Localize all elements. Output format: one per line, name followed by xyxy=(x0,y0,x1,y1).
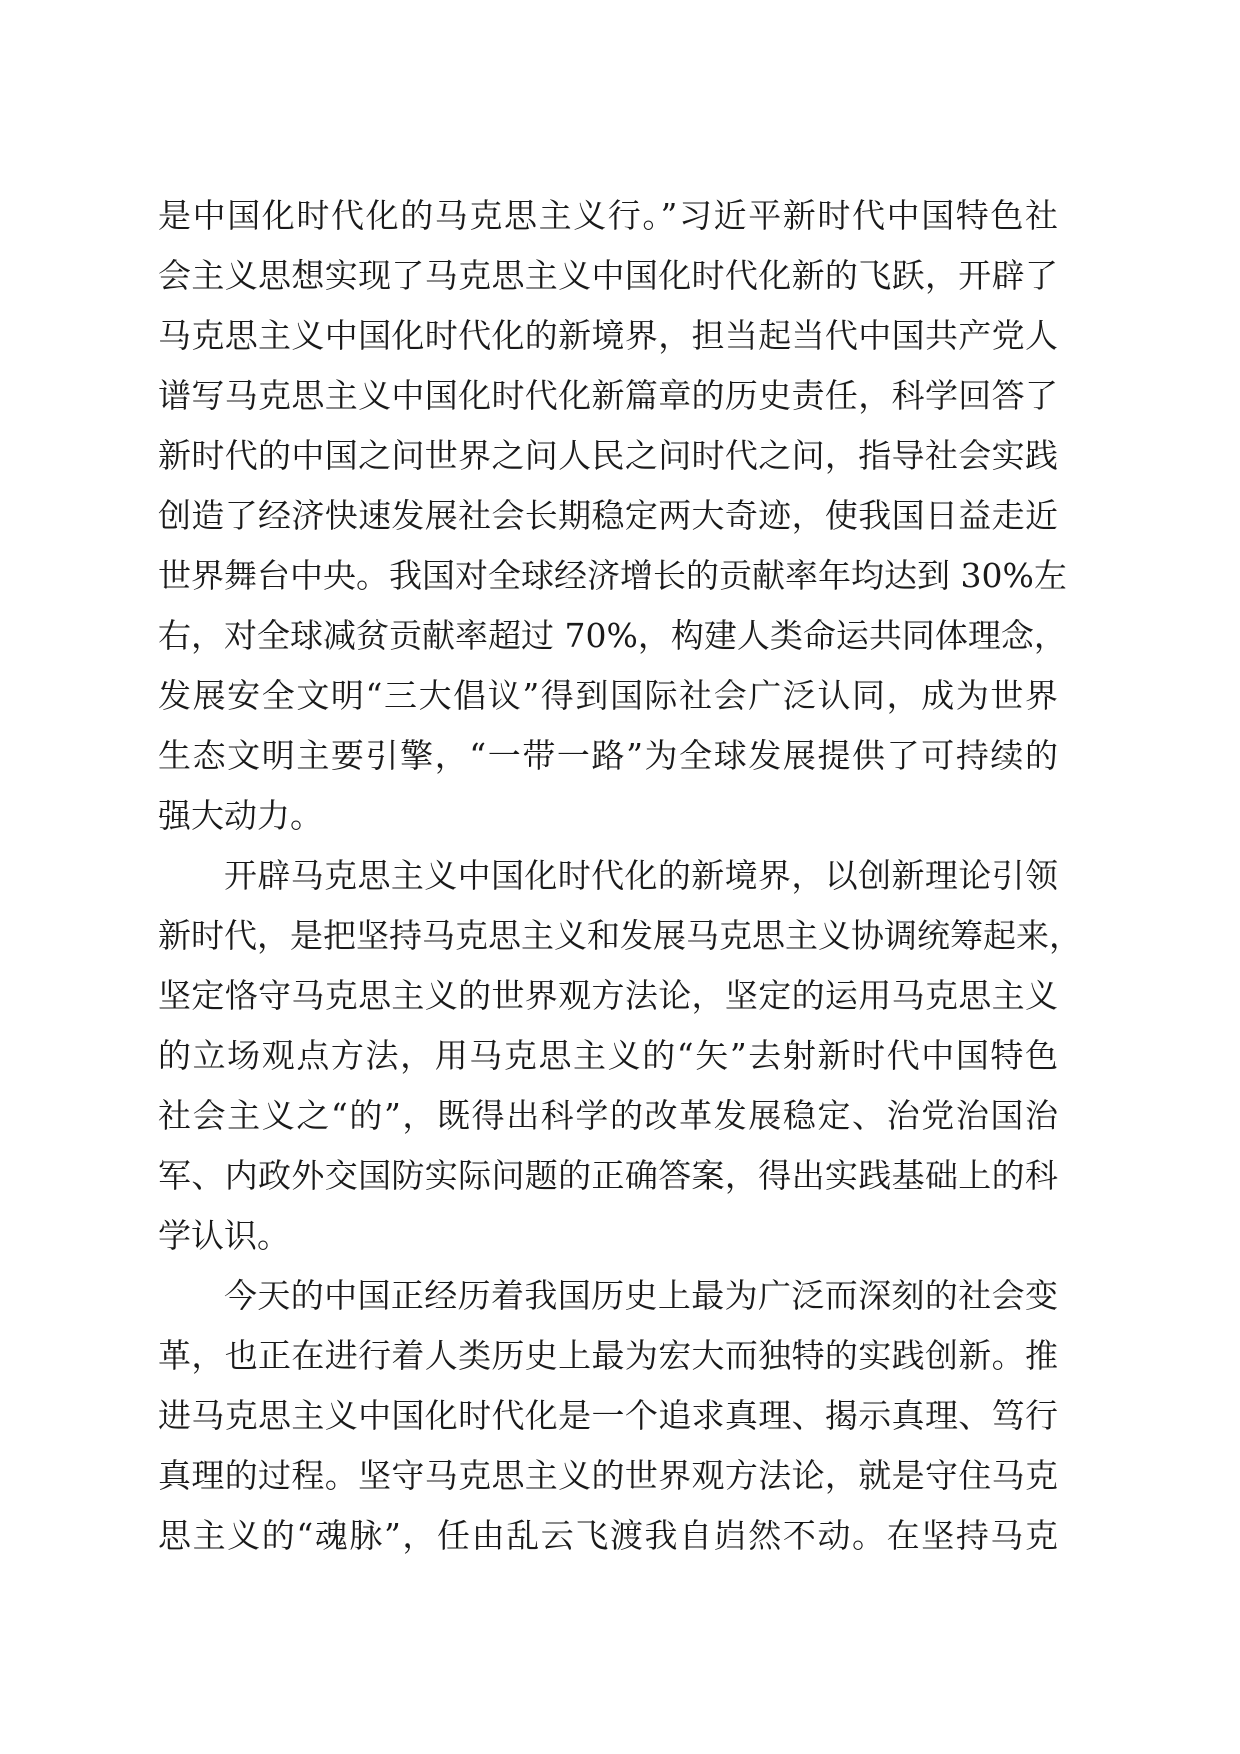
text-line: 坚定恪守马克思主义的世界观方法论，坚定的运用马克思主义 xyxy=(158,976,1058,1015)
text-line: 今天的中国正经历着我国历史上最为广泛而深刻的社会变 xyxy=(224,1276,1058,1315)
paragraph-2 xyxy=(158,846,1082,1266)
text-line: 新时代的中国之问世界之问人民之问时代之问，指导社会实践 xyxy=(158,436,1058,475)
paragraph-3 xyxy=(158,1266,1058,1566)
text-line: 社会主义之“的”，既得出科学的改革发展稳定、治党治国治 xyxy=(158,1096,1058,1135)
text-line: 开辟马克思主义中国化时代化的新境界，以创新理论引领 xyxy=(224,856,1058,895)
paragraph-1 xyxy=(158,186,1067,846)
text-line: 右，对全球减贫贡献率超过 70%，构建人类命运共同体理念， xyxy=(158,616,1067,655)
text-line: 谱写马克思主义中国化时代化新篇章的历史责任，科学回答了 xyxy=(158,376,1058,415)
text-line: 进马克思主义中国化时代化是一个追求真理、揭示真理、笃行 xyxy=(158,1396,1058,1435)
text-line: 真理的过程。坚守马克思主义的世界观方法论，就是守住马克 xyxy=(158,1456,1058,1495)
text-line: 发展安全文明“三大倡议”得到国际社会广泛认同，成为世界 xyxy=(158,676,1058,715)
text-line: 军、内政外交国防实际问题的正确答案，得出实践基础上的科 xyxy=(158,1156,1058,1195)
text-line: 强大动力。 xyxy=(158,796,323,835)
text-line: 新时代，是把坚持马克思主义和发展马克思主义协调统筹起来， xyxy=(158,916,1082,955)
text-line: 会主义思想实现了马克思主义中国化时代化新的飞跃，开辟了 xyxy=(158,256,1058,295)
text-line: 世界舞台中央。我国对全球经济增长的贡献率年均达到 30%左 xyxy=(158,556,1067,595)
text-line: 生态文明主要引擎，“一带一路”为全球发展提供了可持续的 xyxy=(158,736,1058,775)
text-line: 马克思主义中国化时代化的新境界，担当起当代中国共产党人 xyxy=(158,316,1058,355)
text-line: 创造了经济快速发展社会长期稳定两大奇迹，使我国日益走近 xyxy=(158,496,1058,535)
body-text xyxy=(158,186,1082,1566)
text-line: 是中国化时代化的马克思主义行。”习近平新时代中国特色社 xyxy=(158,196,1058,235)
text-line: 学认识。 xyxy=(158,1216,290,1255)
text-line: 革，也正在进行着人类历史上最为宏大而独特的实践创新。推 xyxy=(158,1336,1058,1375)
text-line: 思主义的“魂脉”，任由乱云飞渡我自岿然不动。在坚持马克 xyxy=(158,1516,1058,1555)
text-line: 的立场观点方法，用马克思主义的“矢”去射新时代中国特色 xyxy=(158,1036,1058,1075)
